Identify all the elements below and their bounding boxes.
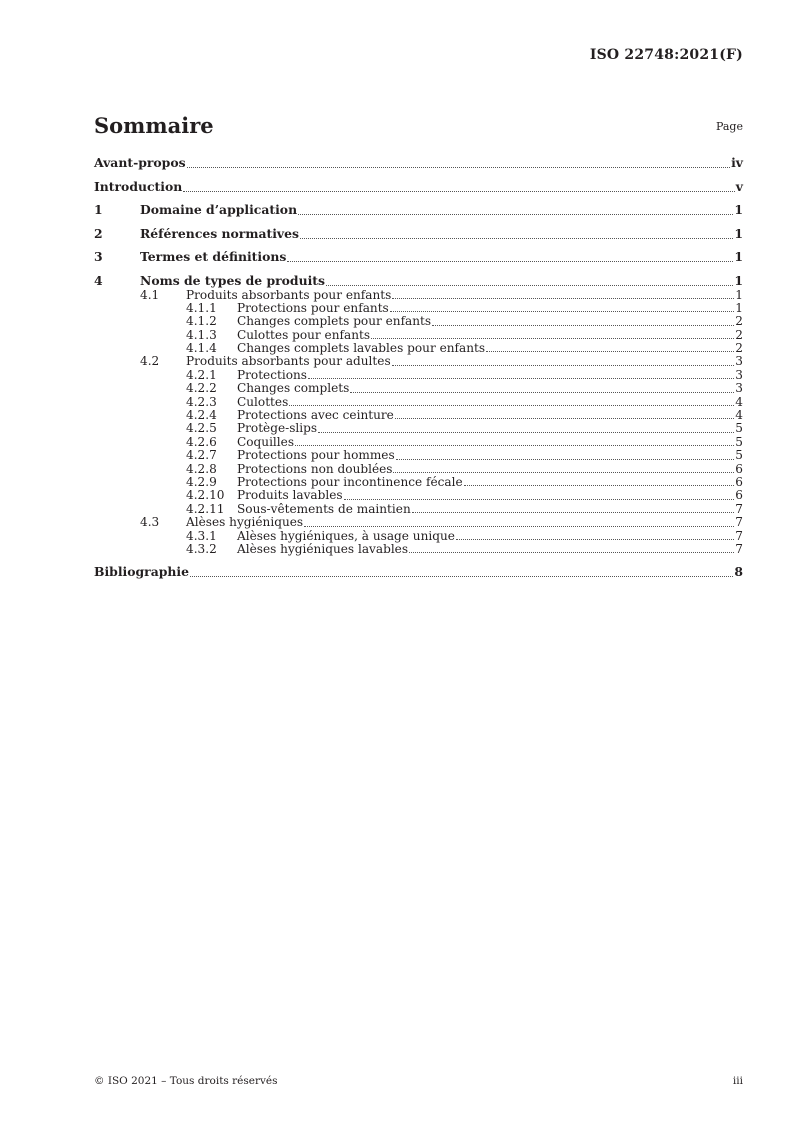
toc-entry-number: 4.2 <box>140 354 160 369</box>
toc-entry-page: 5 <box>735 434 743 449</box>
toc-entry[interactable] <box>94 179 743 195</box>
toc-entry-page: 1 <box>734 272 743 288</box>
toc-entry-number: 4.1.3 <box>186 327 217 342</box>
toc-entry-number: 4.2.3 <box>186 394 217 409</box>
toc-leader-dots <box>295 442 734 446</box>
toc-entry[interactable] <box>94 436 743 449</box>
toc-entry[interactable] <box>94 503 743 516</box>
toc-entry-label: Produits lavables <box>237 488 343 503</box>
table-of-contents <box>94 155 743 580</box>
toc-entry-label: Protections pour hommes <box>237 448 395 463</box>
toc-leader-dots <box>183 188 735 192</box>
toc-entry-page: 1 <box>735 287 743 302</box>
toc-entry-number: 4.3 <box>140 515 160 530</box>
toc-entry-label: Domaine d’application <box>140 202 298 217</box>
toc-entry-page: 5 <box>735 421 743 436</box>
toc-entry[interactable] <box>94 530 743 543</box>
toc-leader-dots <box>392 362 735 366</box>
toc-entry-number: 4.2.9 <box>186 474 217 489</box>
toc-entry-label: Changes complets pour enfants <box>237 314 432 329</box>
toc-entry-label: Produits absorbants pour enfants <box>186 287 392 302</box>
toc-entry-number: 4.2.7 <box>186 448 217 463</box>
toc-entry-page: 3 <box>735 381 743 396</box>
toc-leader-dots <box>300 235 733 239</box>
toc-entry-number: 4.2.10 <box>186 488 225 503</box>
toc-entry-page: v <box>735 178 743 194</box>
toc-entry-number: 4 <box>94 272 103 288</box>
toc-entry-number: 4.3.2 <box>186 541 217 556</box>
page-column-label: Page <box>715 120 743 133</box>
toc-entry[interactable] <box>94 273 743 289</box>
toc-entry[interactable] <box>94 249 743 265</box>
toc-leader-dots <box>289 402 734 406</box>
toc-leader-dots <box>412 509 735 513</box>
toc-entry-page: 7 <box>735 528 743 543</box>
toc-leader-dots <box>392 295 734 299</box>
toc-entry[interactable] <box>94 489 743 502</box>
toc-entry-label: Culottes pour enfants <box>237 327 371 342</box>
toc-entry-number: 1 <box>94 202 103 217</box>
toc-entry-label: Termes et définitions <box>140 249 287 264</box>
toc-entry-page: 7 <box>735 541 743 556</box>
toc-entry-label: Protections non doublées <box>237 461 393 476</box>
toc-leader-dots <box>432 322 734 326</box>
toc-entry-label: Protections pour enfants <box>237 300 389 315</box>
toc-entry[interactable] <box>94 355 743 368</box>
toc-entry-page: 4 <box>735 408 743 423</box>
toc-entry-number: 4.2.4 <box>186 408 217 423</box>
toc-leader-dots <box>395 415 734 419</box>
toc-entry-page: 6 <box>735 474 743 489</box>
toc-entry-page: 2 <box>735 341 743 356</box>
toc-entry[interactable] <box>94 409 743 422</box>
toc-leader-dots <box>456 536 734 540</box>
toc-entry-label: Introduction <box>94 178 183 194</box>
document-id: ISO 22748:2021(F) <box>589 47 743 63</box>
toc-entry-label: Alèses hygiéniques <box>186 515 304 530</box>
toc-entry[interactable] <box>94 396 743 409</box>
toc-entry-label: Protections avec ceinture <box>237 408 394 423</box>
toc-leader-dots <box>371 335 734 339</box>
toc-leader-dots <box>486 348 734 352</box>
toc-entry-label: Sous-vêtements de maintien <box>237 501 411 516</box>
toc-leader-dots <box>396 456 735 460</box>
toc-entry-number: 4.2.6 <box>186 434 217 449</box>
toc-leader-dots <box>326 282 733 286</box>
toc-entry-number: 4.1 <box>140 287 160 302</box>
toc-leader-dots <box>308 375 734 379</box>
toc-entry-page: 1 <box>735 300 743 315</box>
toc-entry-label: Produits absorbants pour adultes <box>186 354 391 369</box>
toc-entry-label: Noms de types de produits <box>140 272 326 288</box>
toc-entry-number: 3 <box>94 249 103 264</box>
toc-entry-number: 4.1.1 <box>186 300 217 315</box>
toc-entry-label: Avant-propos <box>94 155 186 170</box>
toc-entry-page: 6 <box>735 461 743 476</box>
toc-leader-dots <box>344 496 735 500</box>
toc-entry-page: 2 <box>735 327 743 342</box>
toc-entry[interactable] <box>94 226 743 242</box>
toc-entry-label: Changes complets lavables pour enfants <box>237 341 486 356</box>
toc-entry[interactable] <box>94 463 743 476</box>
toc-entry[interactable] <box>94 369 743 382</box>
toc-entry-number: 4.2.5 <box>186 421 217 436</box>
toc-entry-page: 8 <box>734 563 743 579</box>
toc-entry-page: 1 <box>734 202 743 217</box>
toc-entry-number: 4.1.2 <box>186 314 217 329</box>
page-title: Sommaire <box>94 113 214 138</box>
footer-page-number: iii <box>732 1075 743 1087</box>
footer-copyright: © ISO 2021 – Tous droits réservés <box>94 1075 278 1087</box>
toc-entry-page: 1 <box>734 225 743 241</box>
toc-entry[interactable] <box>94 476 743 489</box>
toc-entry[interactable] <box>94 382 743 395</box>
toc-leader-dots <box>318 429 734 433</box>
toc-leader-dots <box>464 482 735 486</box>
toc-entry[interactable] <box>94 449 743 462</box>
toc-leader-dots <box>287 258 733 262</box>
toc-leader-dots <box>304 523 734 527</box>
toc-entry-page: 6 <box>735 488 743 503</box>
toc-entry-label: Protections pour incontinence fécale <box>237 474 463 489</box>
toc-entry-number: 4.2.1 <box>186 367 217 382</box>
toc-entry-number: 4.2.2 <box>186 381 217 396</box>
toc-entry-label: Protections <box>237 367 307 382</box>
toc-entry-page: 7 <box>735 515 743 530</box>
toc-entry[interactable] <box>94 422 743 435</box>
toc-entry[interactable] <box>94 564 743 580</box>
toc-entry[interactable] <box>94 329 743 342</box>
toc-leader-dots <box>190 573 733 577</box>
toc-leader-dots <box>187 164 731 168</box>
toc-entry-number: 4.2.8 <box>186 461 217 476</box>
toc-entry-page: 2 <box>735 314 743 329</box>
toc-entry-page: 7 <box>735 501 743 516</box>
toc-entry-label: Coquilles <box>237 434 295 449</box>
toc-entry[interactable] <box>94 342 743 355</box>
toc-leader-dots <box>390 308 735 312</box>
toc-entry[interactable] <box>94 302 743 315</box>
toc-entry-label: Protège-slips <box>237 421 318 436</box>
toc-entry-label: Références normatives <box>140 225 299 241</box>
toc-entry-page: 3 <box>735 354 743 369</box>
toc-entry[interactable] <box>94 315 743 328</box>
toc-entry-number: 4.3.1 <box>186 528 217 543</box>
toc-entry-label: Alèses hygiéniques lavables <box>237 541 409 556</box>
toc-entry[interactable] <box>94 202 743 218</box>
toc-entry-label: Bibliographie <box>94 563 190 579</box>
toc-entry-number: 4.2.11 <box>186 501 225 516</box>
toc-entry-page: 3 <box>735 367 743 382</box>
toc-entry[interactable] <box>94 289 743 302</box>
toc-entry-page: iv <box>731 155 743 170</box>
toc-leader-dots <box>298 211 733 215</box>
toc-entry-page: 5 <box>735 448 743 463</box>
toc-leader-dots <box>350 389 734 393</box>
toc-entry[interactable] <box>94 155 743 171</box>
toc-leader-dots <box>393 469 734 473</box>
toc-leader-dots <box>409 549 734 553</box>
toc-entry[interactable] <box>94 543 743 556</box>
toc-entry-number: 4.1.4 <box>186 341 217 356</box>
toc-entry-number: 2 <box>94 225 103 241</box>
toc-entry[interactable] <box>94 516 743 529</box>
toc-entry-label: Culottes <box>237 394 289 409</box>
toc-entry-page: 4 <box>735 394 743 409</box>
toc-entry-page: 1 <box>734 249 743 264</box>
toc-entry-label: Changes complets <box>237 381 350 396</box>
toc-entry-label: Alèses hygiéniques, à usage unique <box>237 528 455 543</box>
